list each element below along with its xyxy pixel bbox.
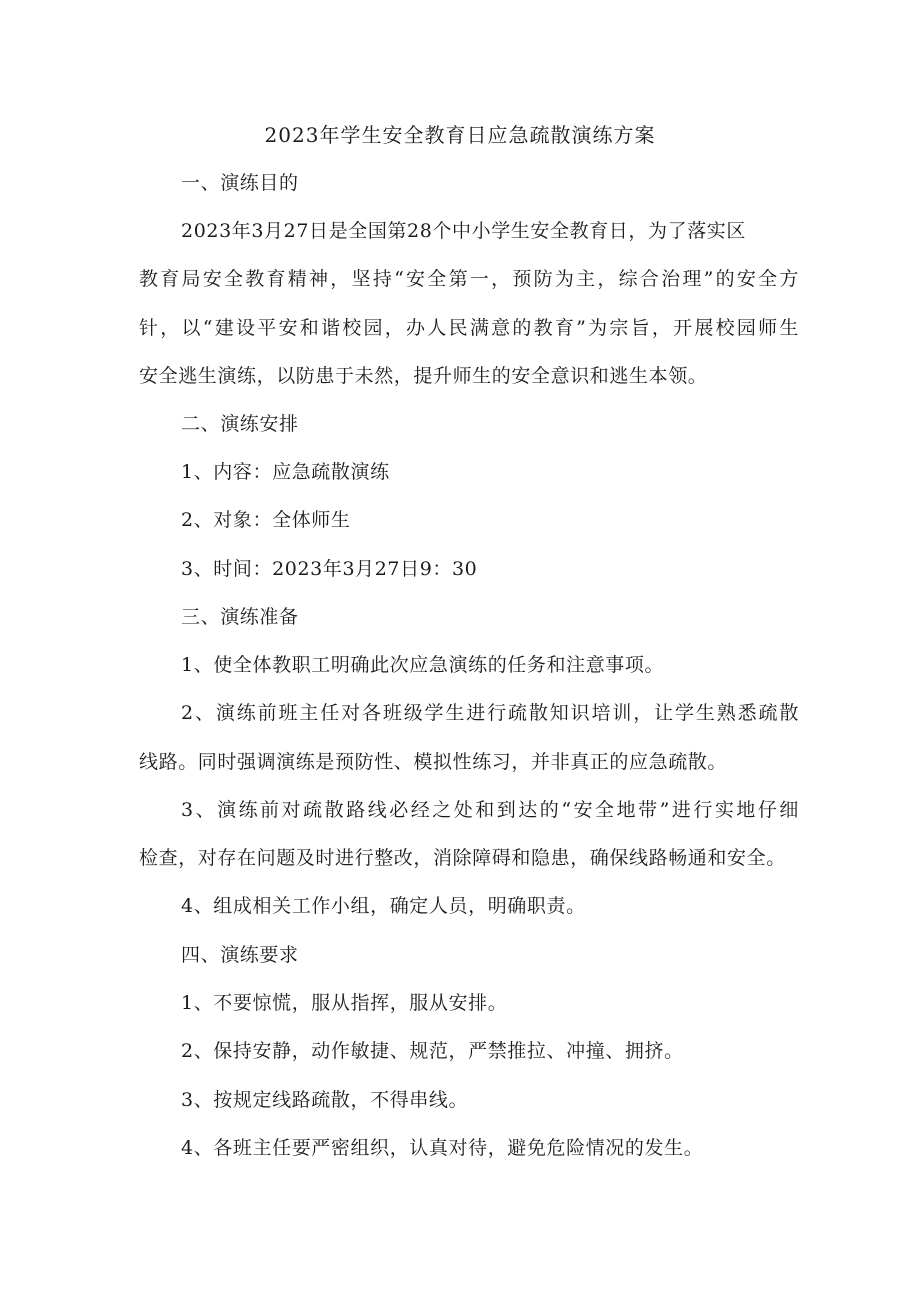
section-heading-preparation: 三、演练准备 [181,606,299,628]
paragraph-line: 线路。同时强调演练是预防性、模拟性练习，并非真正的应急疏散。 [139,751,728,773]
section-heading-arrangement: 二、演练安排 [181,413,299,435]
list-item: 2、保持安静，动作敏捷、规范，严禁推拉、冲撞、拥挤。 [181,1040,684,1062]
list-item: 1、内容：应急疏散演练 [181,461,390,483]
paragraph-line: 检查，对存在问题及时进行整改，消除障碍和隐患，确保线路畅通和安全。 [139,847,786,869]
list-item: 4、各班主任要严密组织，认真对待，避免危险情况的发生。 [181,1137,704,1159]
paragraph-line: 教育局安全教育精神，坚持“安全第一，预防为主，综合治理”的安全方 [139,268,799,290]
paragraph-line: 3、演练前对疏散路线必经之处和到达的“安全地带”进行实地仔细 [181,799,799,821]
list-item: 3、按规定线路疏散，不得串线。 [181,1089,469,1111]
section-heading-purpose: 一、演练目的 [181,172,299,194]
document-title: 2023年学生安全教育日应急疏散演练方案 [264,123,656,147]
list-item: 1、不要惊慌，服从指挥，服从安排。 [181,992,508,1014]
paragraph-line: 安全逃生演练，以防患于未然，提升师生的安全意识和逃生本领。 [139,365,708,387]
list-item: 1、使全体教职工明确此次应急演练的任务和注意事项。 [181,654,665,676]
paragraph-line: 2023年3月27日是全国第28个中小学生安全教育日，为了落实区 [181,220,746,242]
section-heading-requirements: 四、演练要求 [181,944,299,966]
list-item: 4、组成相关工作小组，确定人员，明确职责。 [181,895,586,917]
paragraph-line: 针，以“建设平安和谐校园，办人民满意的教育”为宗旨，开展校园师生 [139,317,799,339]
list-item: 3、时间：2023年3月27日9：30 [181,558,478,580]
paragraph-line: 2、演练前班主任对各班级学生进行疏散知识培训，让学生熟悉疏散 [181,702,799,724]
list-item: 2、对象：全体师生 [181,509,351,531]
